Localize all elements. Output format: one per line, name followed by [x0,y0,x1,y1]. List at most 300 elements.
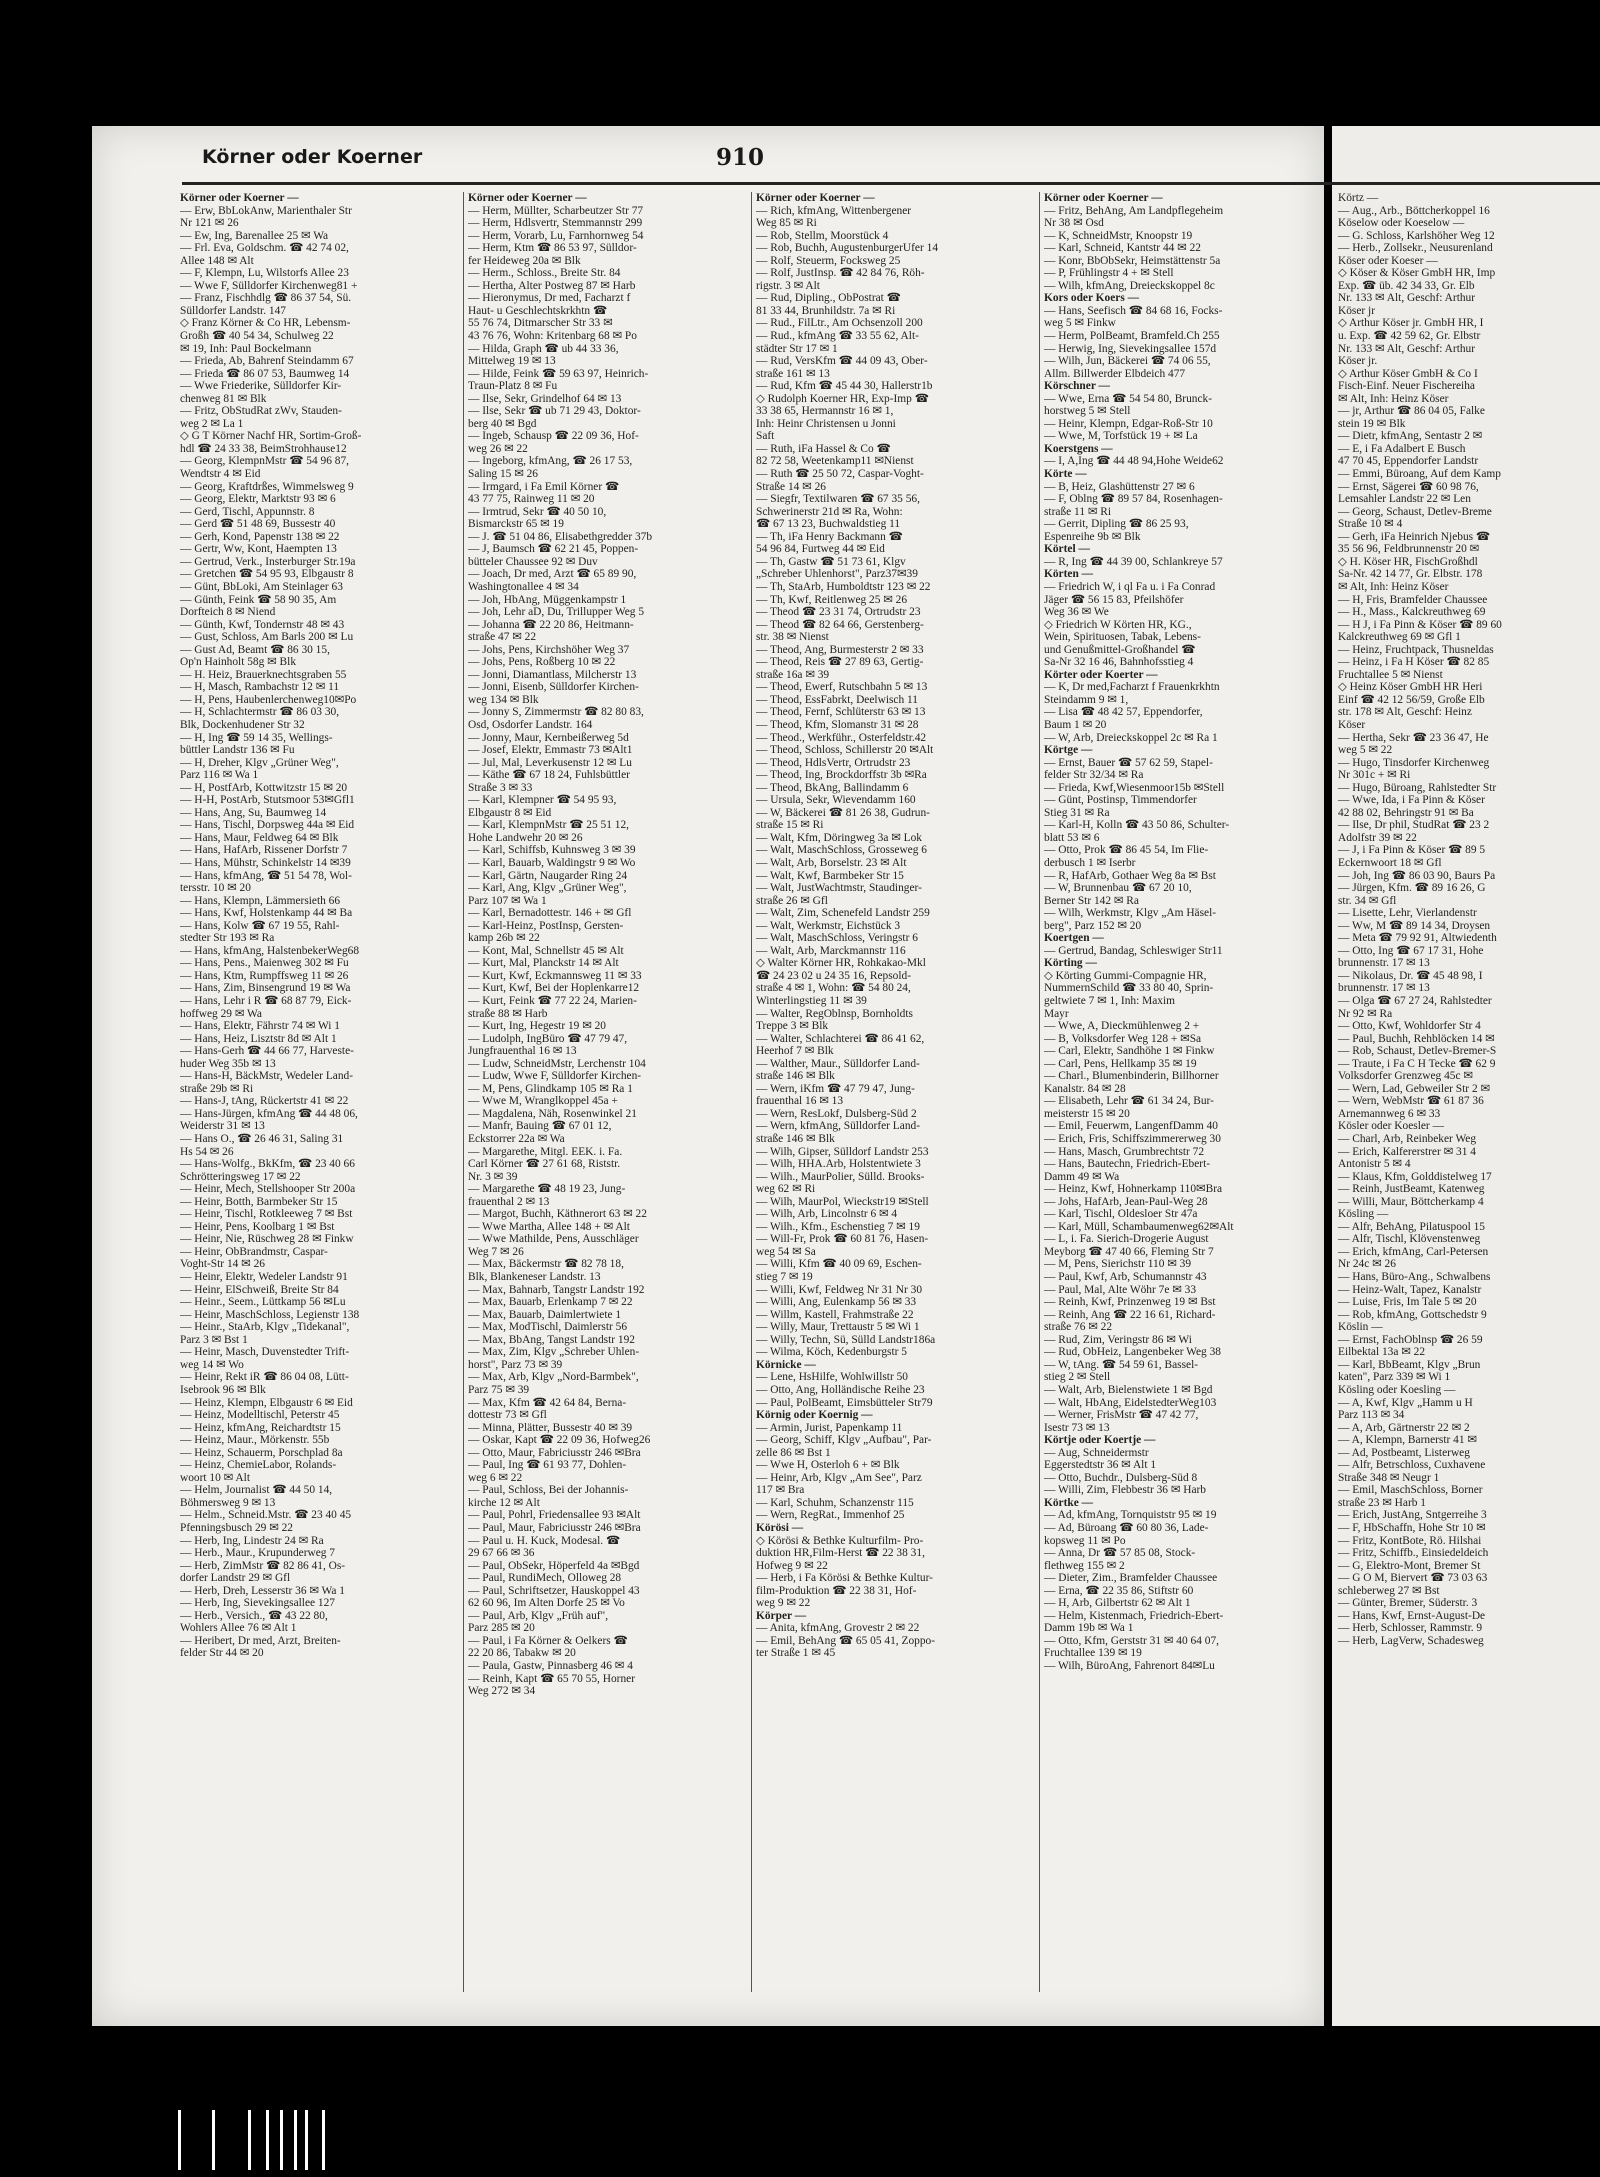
directory-entry-line: — Otto, Buchdr., Dulsberg-Süd 8 [1044,1471,1198,1484]
directory-entry-line: — Wilh, BüroAng, Fahrenort 84✉Lu [1044,1659,1215,1672]
directory-entry-line: tersstr. 10 ✉ 20 [180,882,251,895]
directory-entry-line: — Erich, Fris, Schiffszimmererweg 30 [1044,1133,1221,1146]
directory-entry-line: — Paul, i Fa Körner & Oelkers ☎ [468,1634,628,1647]
directory-entry-line: weg 62 ✉ Ri [756,1183,816,1196]
directory-entry-line: — Wilh., MaurPolier, Sülld. Brooks- [756,1170,925,1183]
directory-entry-line: — Hans, Kolw ☎ 67 19 55, Rahl- [180,919,340,932]
directory-entry-line: — Wwe M, Wranglkoppel 45a + [468,1095,618,1108]
directory-entry-line: — Walt, HbAng, EidelstedterWeg103 [1044,1396,1217,1409]
directory-entry-line: — H, Fris, Bramfelder Chaussee [1338,593,1488,606]
directory-entry-line: — Max, Bauarb, Daimlertwiete 1 [468,1308,622,1321]
directory-entry-line: weg 9 ✉ 22 [756,1597,811,1610]
directory-entry-line: — H. Heiz, Brauerknechtsgraben 55 [180,668,347,681]
directory-entry-line: Nr. 3 ✉ 39 [468,1170,518,1183]
directory-entry-line: — F, HbSchaffn, Hohe Str 10 ✉ [1338,1521,1486,1534]
directory-entry-line: stieg 2 ✉ Stell [1044,1371,1111,1384]
directory-entry-line: — Lene, HsHilfe, Wohlwillstr 50 [756,1371,908,1384]
directory-entry-line: Washingtonallee 4 ✉ 34 [468,580,579,593]
directory-entry-line: — Alfr, BehAng, Pilatuspool 15 [1338,1220,1485,1233]
directory-entry-line: — Rud, VersKfm ☎ 44 09 43, Ober- [756,355,928,368]
directory-entry-line: Weg 7 ✉ 26 [468,1245,524,1258]
directory-entry-line: — Georg, Schiff, Klgv „Aufbau", Par- [756,1434,932,1447]
directory-entry-line: straße 29b ✉ Ri [180,1082,254,1095]
directory-entry-line: straße 146 ✉ Blk [756,1133,835,1146]
directory-entry-line: — Konr, BbObSekr, Heimstättenstr 5a [1044,254,1221,267]
directory-entry-line: — Emil, Feuerwm, LangenfDamm 40 [1044,1120,1218,1133]
directory-entry-line: Köselow oder Koeselow — [1338,217,1465,230]
directory-entry-line: — Rud., FilLtr., Am Ochsenzoll 200 [756,317,923,330]
directory-entry-line: — Meta ☎ 79 92 91, Altwiedenth [1338,932,1497,945]
directory-entry-line: — Irmgard, i Fa Emil Körner ☎ [468,480,620,493]
directory-entry-line: — Karl, Schneid, Kantstr 44 ✉ 22 [1044,242,1201,255]
directory-entry-line: — Olga ☎ 67 27 24, Rahlstedter [1338,995,1492,1007]
directory-entry-line: Körten — [1044,568,1094,581]
directory-entry-line: blatt 53 ✉ 6 [1044,831,1100,844]
directory-entry-line: — Erich, Kalfererstrer ✉ 31 4 [1338,1145,1476,1158]
directory-entry-line: — Wwe, Ida, i Fa Pinn & Köser [1338,794,1485,807]
directory-entry-line: — Paul, Ing ☎ 61 93 77, Dohlen- [468,1459,627,1472]
directory-entry-line: städter Str 17 ✉ 1 [756,342,838,355]
directory-entry-line: — Rob, Buchh, AugustenburgerUfer 14 [756,242,939,255]
directory-entry-line: u. Exp. ☎ 42 59 62, Gr. Elbstr [1338,330,1481,343]
directory-entry-line: Körtel — [1044,543,1090,556]
directory-entry-line: — A, Arb, Gärtnerstr 22 ✉ 2 [1338,1421,1470,1434]
directory-entry-line: — Paul, Schloss, Bei der Johannis- [468,1484,629,1497]
directory-entry-line: — Paul, Arb, Klgv „Früh auf", [468,1609,609,1622]
directory-entry-line: — Herb., Maur., Krupunderweg 7 [180,1547,336,1560]
directory-entry-line: — G O M, Biervert ☎ 73 03 63 [1338,1572,1488,1585]
directory-entry-line: — Joach, Dr med, Arzt ☎ 65 89 90, [468,568,637,581]
directory-entry-line: — Fritz, KontBote, Rö. Hilshai [1338,1534,1482,1547]
directory-entry-line: — R, Ing ☎ 44 39 00, Schlankreye 57 [1044,555,1223,568]
directory-entry-line: ◇ Friedrich W Körten HR, KG., [1044,618,1192,631]
directory-entry-line: — Ernst, Bauer ☎ 57 62 59, Stapel- [1044,756,1213,769]
directory-entry-line: — Gust Ad, Beamt ☎ 86 30 15, [180,643,330,656]
entry-column-4 [1044,192,1320,1673]
directory-entry-line: — Heinz, ChemieLabor, Rolands- [180,1459,337,1472]
directory-entry-line: — Hans, Kwf, Ernst-August-De [1338,1609,1486,1622]
entry-column-3 [756,192,1034,1660]
directory-entry-line: — Herm, Vorarb, Lu, Farnhornweg 54 [468,229,644,242]
directory-entry-line: — Heinz, Schauerm, Porschplad 8a [180,1446,343,1459]
directory-entry-line: Köser oder Koeser — [1338,254,1438,267]
next-page-running-head: Körtz [1332,80,1389,102]
directory-entry-line: — Hilda, Graph ☎ ub 44 33 36, [468,342,619,355]
directory-entry-line: Böhmersweg 9 ✉ 13 [180,1496,276,1509]
directory-entry-line: — Hans, Heiz, Lisztstr 8d ✉ Alt 1 [180,1032,337,1045]
directory-entry-line: — Willy, Techn, Sü, Sülld Landstr186a [756,1333,936,1346]
directory-entry-line: — Anita, kfmAng, Grovestr 2 ✉ 22 [756,1622,920,1635]
directory-entry-line: — Charl., Blumenbinderin, Billhorner [1044,1070,1219,1083]
directory-entry-line: — Rob, Stellm, Moorstück 4 [756,229,889,242]
directory-entry-line: — Wern, WebMstr ☎ 61 87 36 [1338,1095,1484,1108]
directory-entry-line: Allee 148 ✉ Alt [180,254,254,267]
directory-entry-line: — Lisette, Lehr, Vierlandenstr [1338,907,1477,920]
directory-entry-line: Köser jr. [1338,355,1378,368]
directory-entry-line: — Wern, RegRat., Immenhof 25 [756,1509,905,1522]
directory-entry-line: Eggerstedtstr 36 ✉ Alt 1 [1044,1459,1157,1472]
directory-entry-line: — Karl, BbBeamt, Klgv „Brun [1338,1358,1481,1371]
directory-entry-line: zelle 86 ✉ Bst 1 [756,1446,831,1459]
directory-entry-line: — Herb, LagVerw, Schadesweg [1338,1634,1484,1647]
directory-entry-line: — Ilse, Sekr ☎ ub 71 29 43, Doktor- [468,405,641,418]
directory-entry-line: — Heinz, Maur., Mörkenstr. 55b [180,1434,330,1447]
directory-entry-line: — Emmi, Büroang, Auf dem Kamp [1338,468,1501,481]
directory-entry-line: — J. ☎ 51 04 86, Elisabethgredder 37b [468,530,653,543]
directory-entry-line: frauenthal 16 ✉ 13 [756,1095,844,1108]
directory-entry-line: — Paul, Schriftsetzer, Hauskoppel 43 [468,1584,640,1597]
directory-entry-line: weg 14 ✉ Wo [180,1358,244,1371]
directory-entry-line: — Hans-Gerh ☎ 44 66 77, Harveste- [180,1045,354,1058]
directory-entry-line: straße 11 ✉ Ri [1044,505,1112,518]
directory-entry-line: — Margarethe, Mitgl. EEK. i. Fa. [468,1145,623,1158]
directory-entry-line: — Heinz, Kwf, Hohnerkamp 110✉Bra [1044,1183,1223,1196]
directory-entry-line: — Karl-H, Kolln ☎ 43 50 86, Schulter- [1044,819,1230,832]
directory-entry-line: 117 ✉ Bra [756,1484,805,1497]
directory-entry-line: — Karl, Bauarb, Waldingstr 9 ✉ Wo [468,856,636,869]
directory-entry-line: Kösling — [1338,1208,1389,1221]
directory-entry-line: hoffweg 29 ✉ Wa [180,1007,262,1020]
directory-entry-line: — Heinr., Seem., Lüttkamp 56 ✉Lu [180,1296,346,1309]
directory-entry-line: Winterlingstieg 11 ✉ 39 [756,995,867,1007]
directory-entry-line: Weg 36 ✉ We [1044,606,1109,619]
directory-entry-line: — H, Dreher, Klgv „Grüner Weg", [180,756,339,769]
directory-entry-line: — Hans, Büro-Ang., Schwalbens [1338,1271,1491,1284]
directory-entry-line: dorfer Landstr 29 ✉ Gfl [180,1572,291,1585]
directory-entry-line: — Heinr, Nie, Rüschweg 28 ✉ Finkw [180,1233,354,1246]
directory-entry-line: Stieg 31 ✉ Ra [1044,806,1110,819]
directory-entry-line: 55 76 74, Ditmarscher Str 33 ✉ [468,317,613,330]
directory-entry-line: Weiderstr 31 ✉ 13 [180,1120,265,1133]
directory-entry-line: Schwerinerstr 21d ✉ Ra, Wohn: [756,505,903,518]
directory-entry-line: str. 178 ✉ Alt, Geschf: Heinz [1338,706,1472,719]
directory-entry-line: — Heinr, Arb, Klgv „Am See", Parz [756,1471,922,1484]
directory-entry-line: Straße 14 ✉ 26 [756,480,826,493]
directory-entry-line: — Theod, Reis ☎ 27 89 63, Gertig- [756,656,924,669]
directory-entry-line: kirche 12 ✉ Alt [468,1496,540,1509]
directory-entry-line: — Lisa ☎ 48 42 57, Eppendorfer, [1044,706,1203,719]
directory-entry-line: — Carl, Elektr, Sandhöhe 1 ✉ Finkw [1044,1045,1215,1058]
directory-entry-line: flethweg 155 ✉ 2 [1044,1559,1125,1572]
directory-entry-line: stein 19 ✉ Blk [1338,417,1406,430]
directory-entry-line: — Wwe Mathilde, Pens, Ausschläger [468,1233,639,1246]
directory-entry-line: — Walt, Kwf, Barmbeker Str 15 [756,869,904,882]
directory-entry-line: — Wilh, Gipser, Sülldorf Landstr 253 [756,1145,929,1158]
directory-entry-line: — Ew, Ing, Barenallee 25 ✉ Wa [180,229,329,242]
directory-entry-line: — Günt, BbLoki, Am Steinlager 63 [180,580,343,593]
directory-entry-line: — Erich, JustAng, Sntgerreihe 3 [1338,1509,1487,1522]
directory-entry-line: — Karl, Schuhm, Schanzenstr 115 [756,1496,914,1509]
directory-entry-line: Berner Str 142 ✉ Ra [1044,894,1139,907]
directory-entry-line: weg 2 ✉ La 1 [180,417,244,430]
directory-entry-line: berg 40 ✉ Bgd [468,417,537,430]
directory-entry-line: — Erich, kfmAng, Carl-Petersen [1338,1245,1489,1258]
directory-entry-line: Nr 24c ✉ 26 [1338,1258,1396,1271]
directory-entry-line: Körte — [1044,468,1087,481]
directory-entry-line: — Hans, Klempn, Lämmersieth 66 [180,894,341,907]
directory-entry-line: — Heribert, Dr med, Arzt, Breiten- [180,1634,341,1647]
directory-entry-line: Treppe 3 ✉ Blk [756,1020,829,1033]
directory-entry-line: — Hans, Zim, Binsengrund 19 ✉ Wa [180,982,351,995]
directory-entry-line: — Manfr, Bauing ☎ 67 01 12, [468,1120,612,1133]
directory-entry-line: — Dietr, kfmAng, Sentastr 2 ✉ [1338,430,1483,443]
directory-entry-line: — Walt, Kfm, Döringweg 3a ✉ Lok [756,831,922,844]
directory-entry-line: — Herm, Ktm ☎ 86 53 97, Sülldor- [468,242,637,255]
directory-entry-line: horstweg 5 ✉ Stell [1044,405,1131,418]
directory-entry-line: — Gerh, iFa Heinrich Njebus ☎ [1338,530,1491,543]
directory-entry-line: — Walther, Maur., Sülldorfer Land- [756,1057,920,1070]
directory-entry-line: — Johs, Pens, Kirchshöher Weg 37 [468,643,630,656]
directory-entry-line: — Erw, BbLokAnw, Marienthaler Str [180,204,352,217]
directory-entry-line: Damm 49 ✉ Wa [1044,1170,1120,1183]
directory-entry-line: — Willy, Maur, Trettaustr 5 ✉ Wi 1 [756,1321,920,1334]
directory-entry-line: — Ad, kfmAng, Tornquiststr 95 ✉ 19 [1044,1509,1217,1522]
directory-entry-line: — Wilh, MaurPol, Wieckstr19 ✉Stell [756,1195,929,1208]
next-page-fragment [1332,80,1600,2026]
directory-entry-line: 62 60 96, Im Alten Dorfe 25 ✉ Vo [468,1597,625,1610]
directory-entry-line: ◇ Walter Körner HR, Rohkakao-Mkl [756,957,926,970]
directory-entry-line: — Walt, Arb, Bielenstwiete 1 ✉ Bgd [1044,1383,1213,1396]
directory-entry-line: Köser [1338,718,1366,731]
directory-entry-line: — Kont, Mal, Schnellstr 45 ✉ Alt [468,944,624,957]
directory-entry-line: — Herm, Müllter, Scharbeutzer Str 77 [468,204,644,217]
directory-entry-line: — Gerd, Tischl, Appunnstr. 8 [180,505,315,518]
directory-entry-line: weg 5 ✉ Finkw [1044,317,1116,330]
directory-entry-line: ◇ Rudolph Koerner HR, Exp-Imp ☎ [756,392,929,405]
directory-entry-line: Körtke — [1044,1496,1094,1509]
directory-entry-line: — Ernst, Sägerei ☎ 60 98 76, [1338,480,1479,493]
directory-entry-line: — J, i Fa Pinn & Köser ☎ 89 5 [1338,844,1486,857]
directory-entry-line: — Kurt, Ing, Hegestr 19 ✉ 20 [468,1020,606,1033]
directory-entry-line: — Erna, ☎ 22 35 86, Stiftstr 60 [1044,1584,1194,1597]
directory-entry-line: — F, Klempn, Lu, Wilstorfs Allee 23 [180,267,349,280]
header-rule [1332,182,1600,185]
directory-entry-line: stieg 7 ✉ 19 [756,1271,813,1284]
directory-entry-line: — Georg, KlempnMstr ☎ 54 96 87, [180,455,350,468]
directory-entry-line: — Rud., kfmAng ☎ 33 55 62, Alt- [756,330,919,343]
directory-entry-line: — A, Kwf, Klgv „Hamm u H [1338,1396,1473,1409]
directory-entry-line: — Walt, Zim, Schenefeld Landstr 259 [756,907,930,920]
directory-entry-line: — W, Arb, Dreieckskoppel 2c ✉ Ra 1 [1044,731,1218,744]
directory-entry-line: — Wern, ResLokf, Dulsberg-Süd 2 [756,1107,917,1120]
directory-entry-line: Einf ☎ 42 12 56/59, Große Elb [1338,693,1485,706]
directory-entry-line: — Theod, BkAng, Ballindamm 6 [756,781,909,794]
directory-entry-line: — Herb, Ing, Lindestr 24 ✉ Ra [180,1534,324,1547]
directory-entry-line: schleberweg 27 ✉ Bst [1338,1584,1440,1597]
directory-entry-line: Wein, Spirituosen, Tabak, Lebens- [1044,631,1201,644]
directory-entry-line: — Paul, PolBeamt, Eimsbütteler Str79 [756,1396,933,1409]
directory-entry-line: felder Str 32/34 ✉ Ra [1044,769,1144,782]
directory-entry-line: straße 161 ✉ 13 [756,367,830,380]
directory-entry-line: — Heinr., StaArb, Klgv „Tidekanal", [180,1321,350,1334]
directory-entry-line: Körtge — [1044,744,1093,757]
directory-entry-line: — Herm, PolBeamt, Bramfeld.Ch 255 [1044,330,1220,343]
directory-entry-line: — Oskar, Kapt ☎ 22 09 36, Hofweg26 [468,1434,651,1447]
directory-entry-line: frauenthal 2 ✉ 13 [468,1195,550,1208]
directory-entry-line: — Emil, BehAng ☎ 65 05 41, Zoppo- [756,1634,936,1647]
directory-entry-line: Eckstorrer 22a ✉ Wa [468,1133,565,1146]
column-divider [751,192,752,1992]
directory-entry-line: — Joh, Lehr aD, Du, Trillupper Weg 5 [468,606,645,619]
directory-entry-line: 42 88 02, Behringstr 91 ✉ Ba [1338,806,1474,819]
directory-entry-line: — Rud, Zim, Veringstr 86 ✉ Wi [1044,1333,1192,1346]
directory-entry-line: — Hans, Elektr, Fährstr 74 ✉ Wi 1 [180,1020,340,1033]
directory-entry-line: — W, Bäckerei ☎ 81 26 38, Gudrun- [756,806,930,819]
directory-entry-line: — Max, Bahnarb, Tangstr Landstr 192 [468,1283,645,1296]
directory-entry-line: — Karl, Müll, Schambaumenweg62✉Alt [1044,1220,1234,1233]
directory-entry-line: — Karl, Schiffsb, Kuhnsweg 3 ✉ 39 [468,844,636,857]
directory-entry-line: weg 134 ✉ Blk [468,693,539,706]
directory-entry-line: Isestr 73 ✉ 13 [1044,1421,1110,1434]
directory-entry-line: — Willi, Ang, Eulenkamp 56 ✉ 33 [756,1296,917,1309]
directory-entry-line: — Fritz, Schiffb., Einsiedeldeich [1338,1547,1489,1560]
directory-entry-line: — M, Pens, Sierichstr 110 ✉ 39 [1044,1258,1192,1271]
next-page-column [1338,192,1502,1647]
directory-entry-line: 47 70 45, Eppendorfer Landstr [1338,455,1479,468]
directory-entry-line: — Hans O., ☎ 26 46 31, Saling 31 [180,1133,344,1146]
directory-entry-line: Parz 285 ✉ 20 [468,1622,535,1635]
directory-entry-line: — Kurt, Mal, Planckstr 14 ✉ Alt [468,957,619,970]
directory-entry-line: — Ernst, FachOblnsp ☎ 26 59 [1338,1333,1483,1346]
directory-entry-line: — E, i Fa Adalbert E Busch [1338,442,1466,455]
directory-entry-line: — Willi, Kfm ☎ 40 09 69, Eschen- [756,1258,922,1271]
directory-entry-line: Körter oder Koerter — [1044,668,1158,681]
directory-entry-line: Kösler oder Koesler — [1338,1120,1444,1133]
directory-entry-line: weg 54 ✉ Sa [756,1245,816,1258]
directory-entry-line: film-Produktion ☎ 22 38 31, Hof- [756,1584,917,1597]
directory-entry-line: straße 76 ✉ 22 [1044,1321,1113,1334]
directory-entry-line: — Ingeborg, kfmAng, ☎ 26 17 53, [468,455,633,468]
directory-entry-line: — Luise, Fris, Im Tale 5 ✉ 20 [1338,1296,1477,1309]
page-running-head: Körner oder Koerner [202,146,423,168]
directory-entry-line: — G, Elektro-Mont, Bremer St [1338,1559,1481,1572]
directory-entry-line: — Theod, HdlsVertr, Ortrudstr 23 [756,756,911,769]
directory-entry-line: — Johs, HafArb, Jean-Paul-Weg 28 [1044,1195,1208,1208]
directory-entry-line: — Gerrit, Dipling ☎ 86 25 93, [1044,518,1189,531]
directory-entry-line: Körtz — [1338,192,1379,204]
directory-entry-line: 82 72 58, Weetenkamp11 ✉Nienst [756,455,914,468]
directory-entry-line: — Wwe H, Osterloh 6 + ✉ Blk [756,1459,900,1472]
directory-entry-line: — Hans, Kwf, Holstenkamp 44 ✉ Ba [180,907,353,920]
directory-entry-line: — Margarethe ☎ 48 19 23, Jung- [468,1183,626,1196]
directory-entry-line: duktion HR,Film-Herst ☎ 22 38 31, [756,1547,925,1560]
directory-entry-line: Nr 92 ✉ Ra [1338,1007,1393,1020]
directory-entry-line: Fruchtallee 5 ✉ Nienst [1338,668,1443,681]
directory-entry-line: — Hans, Ktm, Rumpffsweg 11 ✉ 26 [180,969,349,982]
directory-entry-line: — Ingeb, Schausp ☎ 22 09 36, Hof- [468,430,639,443]
directory-entry-line: — Jonni, Diamantlass, Milcherstr 13 [468,668,637,681]
directory-entry-line: — Th, iFa Henry Backmann ☎ [756,530,903,543]
directory-entry-line: — Aug., Arb., Böttcherkoppel 16 [1338,204,1490,217]
directory-entry-line: — Hans-Jürgen, kfmAng ☎ 44 48 06, [180,1107,358,1120]
directory-entry-line: und Genußmittel-Großhandel ☎ [1044,643,1196,656]
directory-entry-line: — H, PostfArb, Kottwitzstr 15 ✉ 20 [180,781,348,794]
directory-entry-line: — Theod., Werkführ., Osterfeldstr.42 [756,731,927,744]
directory-entry-line: — Herwig, Ing, Sievekingsallee 157d [1044,342,1217,355]
directory-entry-line: Nr. 133 ✉ Alt, Geschf: Arthur [1338,292,1476,305]
directory-entry-line: Wendtstr 4 ✉ Eid [180,468,261,481]
directory-entry-line: — Günth, Feink ☎ 58 90 35, Am [180,593,337,606]
directory-entry-line: — Karl, Gärtn, Naugarder Ring 24 [468,869,628,882]
directory-entry-line: Adolfstr 39 ✉ 22 [1338,831,1417,844]
directory-entry-line: — Heinr, ObBrandmstr, Caspar- [180,1245,328,1258]
directory-entry-line: straße 26 ✉ Gfl [756,894,828,907]
directory-entry-line: — Kurt, Feink ☎ 77 22 24, Marien- [468,995,637,1007]
directory-entry-line: — Armin, Jurist, Papenkamp 11 [756,1421,903,1434]
directory-entry-line: Elbgaustr 8 ✉ Eid [468,806,552,819]
directory-entry-line: — Frieda, Kwf,Wiesenmoor15b ✉Stell [1044,781,1225,794]
directory-entry-line: Allm. Billwerder Elbdeich 477 [1044,367,1186,380]
directory-entry-line: — Hugo, Tinsdorfer Kirchenweg [1338,756,1490,769]
directory-entry-line: — Margot, Buchh, Käthnerort 63 ✉ 22 [468,1208,647,1221]
directory-entry-line: horst", Parz 73 ✉ 39 [468,1358,563,1371]
directory-entry-line: Parz 116 ✉ Wa 1 [180,769,259,782]
directory-entry-line: — Reinh, Kapt ☎ 65 70 55, Horner [468,1672,635,1685]
directory-entry-line: Fisch-Einf. Neuer Fischereiha [1338,380,1475,393]
directory-entry-line: — Heinz, kfmAng, Reichardtstr 15 [180,1421,341,1434]
directory-entry-line: Körper — [756,1609,807,1622]
directory-entry-line: — M, Pens, Glindkamp 105 ✉ Ra 1 [468,1082,633,1095]
directory-entry-line: — Wwe, M, Torfstück 19 + ✉ La [1044,430,1198,443]
directory-entry-line: str. 34 ✉ Gfl [1338,894,1397,907]
directory-entry-line: — K, Dr med,Facharzt f Frauenkrkhtn [1044,681,1220,694]
directory-entry-line: — Hans, Lehr i R ☎ 68 87 79, Eick- [180,995,352,1007]
directory-entry-line: — A, Klempn, Barnerstr 41 ✉ [1338,1434,1477,1447]
directory-entry-line: büttler Landstr 136 ✉ Fu [180,744,295,757]
directory-page [92,126,1324,2026]
directory-entry-line: rigstr. 3 ✉ Alt [756,279,820,292]
directory-entry-line: — Walter, Schlachterei ☎ 86 41 62, [756,1032,925,1045]
directory-entry-line: — Karl, KlempnMstr ☎ 25 51 12, [468,819,629,832]
directory-entry-line: — Walt, Arb, Marckmannstr 116 [756,944,906,957]
directory-entry-line: „Schreber Uhlenhorst", Parz37✉39 [756,568,918,581]
directory-entry-line: Köser jr [1338,304,1376,317]
directory-entry-line: — Max, Kfm ☎ 42 64 84, Berna- [468,1396,627,1409]
directory-entry-line: Meyborg ☎ 47 40 66, Fleming Str 7 [1044,1245,1214,1258]
directory-entry-line: ◇ Körting Gummi-Compagnie HR, [1044,969,1207,982]
directory-entry-line: — Elisabeth, Lehr ☎ 61 34 24, Bur- [1044,1095,1214,1108]
directory-entry-line: — Helm, Journalist ☎ 44 50 14, [180,1484,333,1497]
directory-entry-line: — Ad, Postbeamt, Listerweg [1338,1446,1470,1459]
directory-entry-line: — Wern, Lad, Gebweiler Str 2 ✉ [1338,1082,1491,1095]
directory-entry-line: Hs 54 ✉ 26 [180,1145,234,1158]
directory-entry-line: — F, Oblng ☎ 89 57 84, Rosenhagen- [1044,493,1223,506]
directory-entry-line: Mittelweg 19 ✉ 13 [468,355,556,368]
directory-entry-line: — Heinr, Elektr, Wedeler Landstr 91 [180,1271,348,1284]
directory-entry-line: Körner oder Koerner — [756,192,875,204]
directory-entry-line: — Wilh, kfmAng, Dreieckskoppel 8c [1044,279,1215,292]
directory-entry-line: fer Heideweg 20a ✉ Blk [468,254,581,267]
directory-entry-line: Kors oder Koers — [1044,292,1140,305]
directory-entry-line: Körnig oder Koernig — [756,1409,873,1422]
directory-entry-line: ☎ 24 23 02 u 24 35 16, Repsold- [756,969,911,982]
directory-entry-line: hdl ☎ 24 33 38, BeimStrohhause12 [180,442,347,455]
directory-entry-line: straße 146 ✉ Blk [756,1070,835,1083]
directory-entry-line: Körtje oder Koertje — [1044,1434,1156,1447]
directory-entry-line: — Gertrud, Verk., Insterburger Str.19a [180,555,356,568]
directory-entry-line: — Traute, i Fa C H Tecke ☎ 62 9 [1338,1057,1496,1070]
directory-entry-line: Pfenningsbusch 29 ✉ 22 [180,1521,294,1534]
directory-entry-line: straße 16a ✉ 39 [756,668,830,681]
directory-entry-line: Exp. ☎ üb. 42 34 33, Gr. Elb [1338,279,1475,292]
directory-entry-line: — H, Arb, Gilbertstr 62 ✉ Alt 1 [1044,1597,1191,1610]
directory-entry-line: Traun-Platz 8 ✉ Fu [468,380,558,393]
directory-entry-line: — Hans, Bautechn, Friedrich-Ebert- [1044,1158,1211,1171]
directory-entry-line: — H, Ing ☎ 59 14 35, Wellings- [180,731,333,744]
directory-entry-line: — Klaus, Kfm, Golddistelweg 17 [1338,1170,1492,1183]
directory-entry-line: — R, HafArb, Gothaer Weg 8a ✉ Bst [1044,869,1216,882]
directory-entry-line: — Wwe Friederike, Sülldorfer Kir- [180,380,342,393]
